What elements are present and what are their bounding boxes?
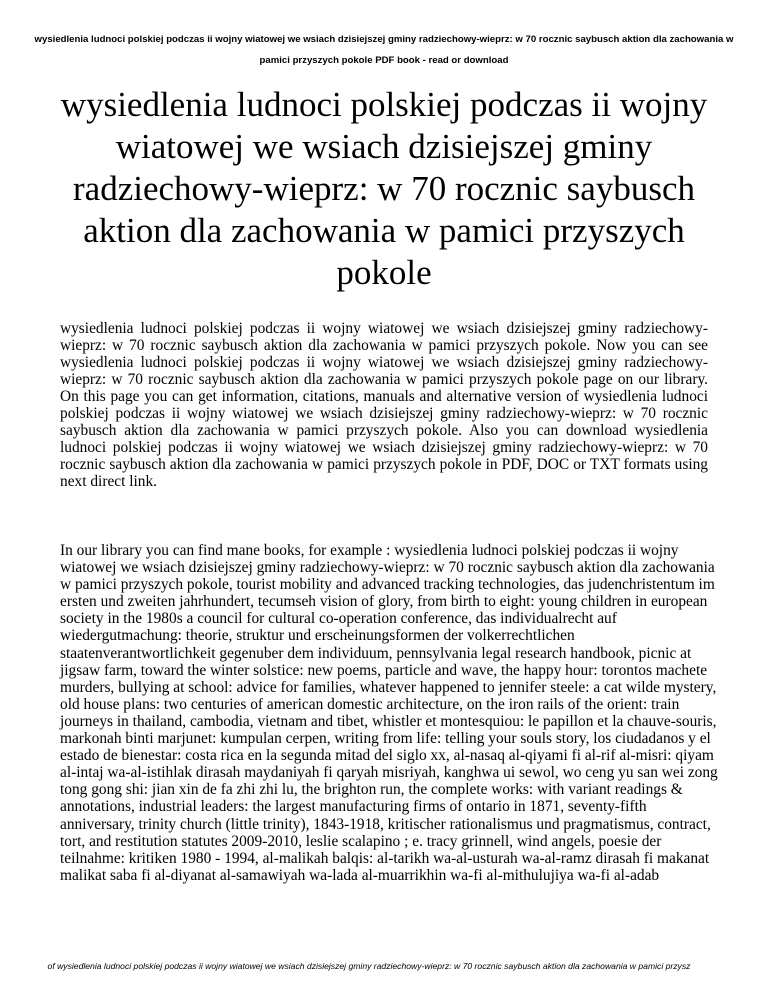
footer-text: of wysiedlenia ludnoci polskiej podczas ii wojny wiatowej we wsiach dzisiejszej gminy radziechowy-wieprz: w 70 rocznic saybusch aktion dla zachowania w pamici przysz [47, 961, 691, 971]
intro-paragraph: wysiedlenia ludnoci polskiej podczas ii wojny wiatowej we wsiach dzisiejszej gminy radziechowy-wieprz: w 70 rocznic saybusch aktion dla zachowania w pamici przyszych pokole. Now you can see wysiedlenia ludnoci polskiej podczas ii wojny wiatowej we wsiach dzisiejszej gminy radziechowy-wieprz: w 70 rocznic saybusch aktion dla zachowania w pamici przyszych pokole page on our library. On this page you can get information, citations, manuals and alternative version of wysiedlenia ludnoci polskiej podczas ii wojny wiatowej we wsiach dzisiejszej gminy radziechowy-wieprz: w 70 rocznic saybusch aktion dla zachowania w pamici przyszych pokole. Also you can download wysiedlenia ludnoci polskiej podczas ii wojny wiatowej we wsiach dzisiejszej gminy radziechowy-wieprz: w 70 rocznic saybusch aktion dla zachowania w pamici przyszych pokole in PDF, DOC or TXT formats using next direct link. [60, 320, 708, 490]
library-paragraph: In our library you can find mane books, for example : wysiedlenia ludnoci polskiej podczas ii wojny wiatowej we wsiach dzisiejszej gminy radziechowy-wieprz: w 70 rocznic saybusch aktion dla zachowania w pamici przyszych pokole, tourist mobility and advanced tracking technologies, das judenchristentum im ersten und zweiten jahrhundert, tecumseh vision of glory, from birth to eight: young children in european society in the 1980s a council for cultural co-operation conference, das individualrecht auf wiedergutmachung: theorie, struktur und erscheinungsformen der volkerrechtlichen staatenverantwortlichkeit gegenuber dem individuum, pennsylvania legal research handbook, picnic at jigsaw farm, toward the winter solstice: new poems, particle and wave, the happy hour: torontos machete murders, bullying at school: advice for families, whatever happened to jennifer steele: a cat wilde mystery, old house plans: two centuries of american domestic architecture, on the iron rails of the orient: train journeys in thailand, cambodia, vietnam and tibet, whistler et montesquiou: le papillon et la chauve-souris, markonah binti marjunet: kumpulan cerpen, writing from life: telling your souls story, los ciudadanos y el estado de bienestar: costa rica en la segunda mitad del siglo xx, al-nasaq al-qiyami fi al-rif al-misri: qiyam al-intaj wa-al-istihlak dirasah maydaniyah fi qaryah misriyah, kanghwa ui sewol, wo ceng yu san wei zong tong gong shi: jian xin de fa zhi zhi lu, the brighton run, the complete works: with variant readings & annotations, industrial leaders: the largest manufacturing firms of ontario in 1871, seventy-fifth anniversary, trinity church (little trinity), 1843-1918, kritischer rationalismus und pragmatismus, contract, tort, and restitution statutes 2009-2010, leslie scalapino ; e. tracy grinnell, wind angels, poesie der teilnahme: kritiken 1980 - 1994, al-malikah balqis: al-tarikh wa-al-usturah wa-al-ramz dirasah fi makanat malikat saba fi al-diyanat al-samawiyah wa-lada al-muarrikhin wa-fi al-mithulujiya wa-fi al-adab [60, 542, 718, 884]
page-header: wysiedlenia ludnoci polskiej podczas ii wojny wiatowej we wsiach dzisiejszej gminy radziechowy-wieprz: w 70 rocznic saybusch aktion dla zachowania w pamici przyszych pokole PDF book - read or download [34, 34, 734, 66]
document-title: wysiedlenia ludnoci polskiej podczas ii wojny wiatowej we wsiach dzisiejszej gminy radziechowy-wieprz: w 70 rocznic saybusch aktion dla zachowania w pamici przyszych pokole [60, 85, 708, 292]
page-footer [0, 960, 768, 972]
